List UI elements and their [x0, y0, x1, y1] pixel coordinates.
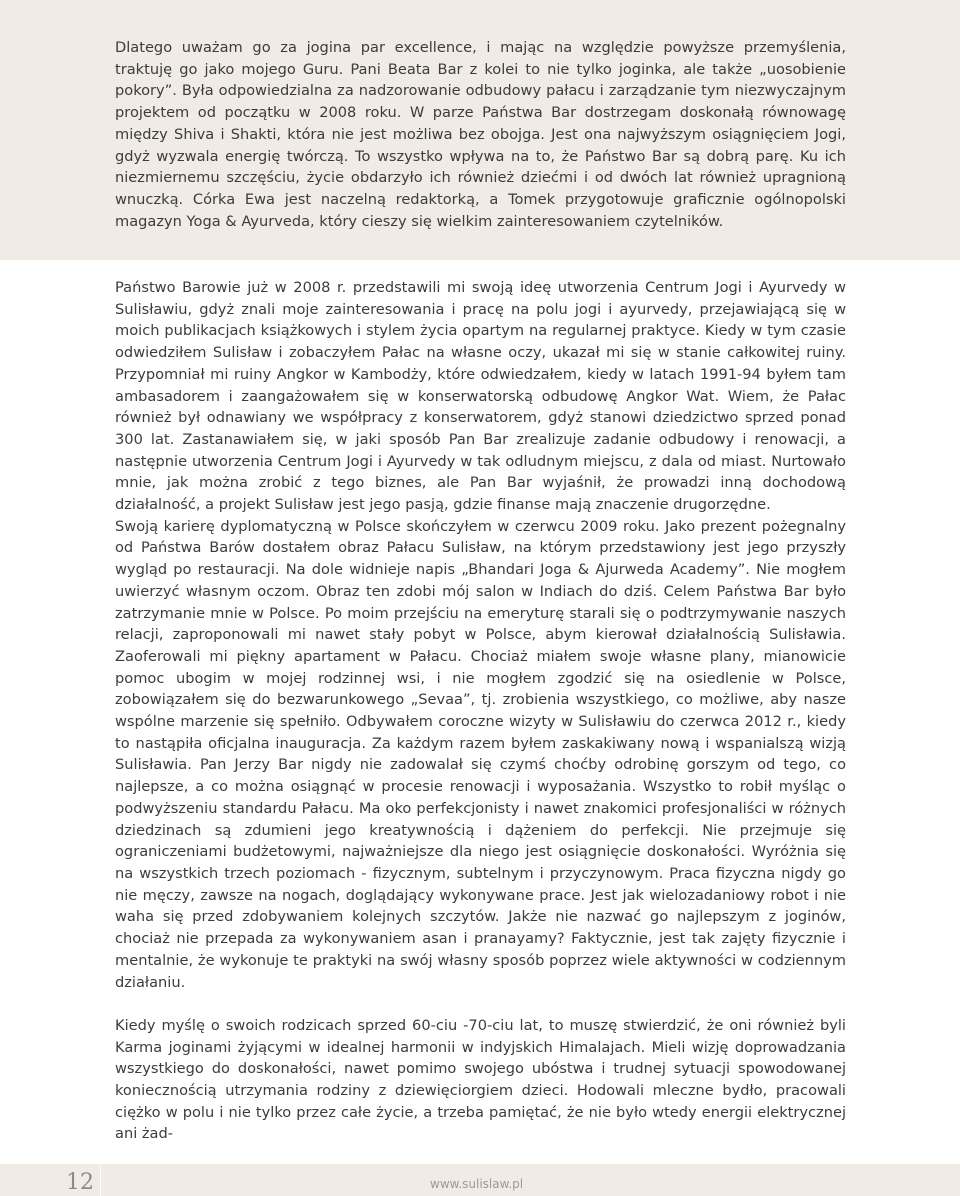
page-number: 12 [66, 1170, 94, 1195]
highlight-box [0, 0, 960, 260]
website-link[interactable]: www.sulislaw.pl [430, 1177, 524, 1191]
body-paragraph-1: Państwo Barowie już w 2008 r. przedstawili mi swoją ideę utworzenia Centrum Jogi i Ayurvedy w Sulisławiu, gdyż znali moje zainteresowania i pracę na polu jogi i ayurvedy, przejawiającą się w moich publikacjach książkowych i stylem życia opartym na regularnej praktyce. Kiedy w tym czasie odwiedziłem Sulisław i zobaczyłem Pałac na własne oczy, ukazał mi się w stanie całkowitej ruiny. Przypomniał mi ruiny Angkor w Kambodży, które odwiedzałem, kiedy w latach 1991-94 byłem tam ambasadorem i zaangażowałem się w konserwatorską odbudowę Angkor Wat. Wiem, że Pałac również był odnawiany we współpracy z konserwatorem, gdyż stanowi dziedzictwo sprzed ponad 300 lat. Zastanawiałem się, w jaki sposób Pan Bar zrealizuje zadanie odbudowy i renowacji, a następnie utworzenia Centrum Jogi i Ayurvedy w tak odludnym miejscu, z dala od miast. Nurtowało mnie, jak można zrobić z tego biznes, ale Pan Bar wyjaśnił, że prowadzi inną dochodową działalność, a projekt Sulisław jest jego pasją, gdzie finanse mają znaczenie drugorzędne. [115, 279, 846, 514]
article-body [115, 277, 846, 1145]
body-paragraph-3: Kiedy myślę o swoich rodzicach sprzed 60-ciu -70-ciu lat, to muszę stwierdzić, że oni również byli Karma joginami żyjącymi w idealnej harmonii w indyjskich Himalajach. Mieli wizję doprowadzania wszystkiego do doskonałości, nawet pomimo swojego ubóstwa i trudnej sytuacji spowodowanej koniecznością utrzymania rodziny z dziewięciorgiem dzieci. Hodowali mleczne bydło, pracowali ciężko w polu i nie tylko przez całe życie, a trzeba pamiętać, że nie było wtedy energii elektrycznej ani żad- [115, 1016, 846, 1143]
highlight-paragraph: Dlatego uważam go za jogina par excellence, i mając na względzie powyższe przemyślenia, traktuję go jako mojego Guru. Pani Beata Bar z kolei to nie tylko joginka, ale także „uosobienie pokory”. Była odpowiedzialna za nadzorowanie odbudowy pałacu i zarządzanie tym niezwyczajnym projektem od początku w 2008 roku. W parze Państwa Bar dostrzegam doskonałą równowagę między Shiva i Shakti, która nie jest możliwa bez obojga. Jest ona najwyższym osiągnięciem Jogi, gdyż wyzwala energię twórczą. To wszystko wpływa na to, że Państwo Bar są dobrą parę. Ku ich niezmiernemu szczęściu, życie obdarzyło ich również dziećmi i od dwóch lat również upragnioną wnuczką. Córka Ewa jest naczelną redaktorką, a Tomek przygotowuje graficznie ogólnopolski magazyn Yoga & Ayurveda, który cieszy się wielkim zainteresowaniem czytelników. [115, 39, 846, 230]
footer-divider [100, 1166, 101, 1196]
body-paragraph-2: Swoją karierę dyplomatyczną w Polsce skończyłem w czerwcu 2009 roku. Jako prezent pożegnalny od Państwa Barów dostałem obraz Pałacu Sulisław, na którym przedstawiony jest jego przyszły wygląd po restauracji. Na dole widnieje napis „Bhandari Joga & Ajurweda Academy”. Nie mogłem uwierzyć własnym oczom. Obraz ten zdobi mój salon w Indiach do dziś. Celem Państwa Bar było zatrzymanie mnie w Polsce. Po moim przejściu na emeryturę starali się o podtrzymywanie naszych relacji, zaproponowali mi nawet stały pobyt w Polsce, abym kierował działalnością Sulisławia. Zaoferowali mi piękny apartament w Pałacu. Chociaż miałem swoje własne plany, mianowicie pomoc ubogim w mojej rodzinnej wsi, i nie mogłem zgodzić się na osiedlenie w Polsce, zobowiązałem się do bezwarunkowego „Sevaa”, tj. zrobienia wszystkiego, co możliwe, aby nasze wspólne marzenie się spełniło. Odbywałem coroczne wizyty w Sulisławiu do czerwca 2012 r., kiedy to nastąpiła oficjalna inauguracja. Za każdym razem byłem zaskakiwany nową i wspanialszą wizją Sulisławia. Pan Jerzy Bar nigdy nie zadowalał się czymś choćby odrobinę gorszym od tego, co najlepsze, a co można osiągnąć w procesie renowacji i wyposażania. Wszystko to robił myśląc o podwyższeniu standardu Pałacu. Ma oko perfekcjonisty i nawet znakomici profesjonaliści w różnych dziedzinach są zdumieni jego kreatywnością i dążeniem do perfekcji. Nie przejmuje się ograniczeniami budżetowymi, najważniejsze dla niego jest osiągnięcie doskonałości. Wyróżnia się na wszystkich trzech poziomach - fizycznym, subtelnym i przyczynowym. Praca fizyczna nigdy go nie męczy, zawsze na nogach, doglądający wykonywane prace. Jest jak wielozadaniowy robot i nie waha się przed zdobywaniem kolejnych szczytów. Jakże nie nazwać go najlepszym z joginów, chociaż nie przepada za wykonywaniem asan i pranayamy? Faktycznie, jest tak zajęty fizycznie i mentalnie, że wykonuje te praktyki na swój własny sposób poprzez wiele aktywności w codziennym działaniu. [115, 517, 846, 991]
